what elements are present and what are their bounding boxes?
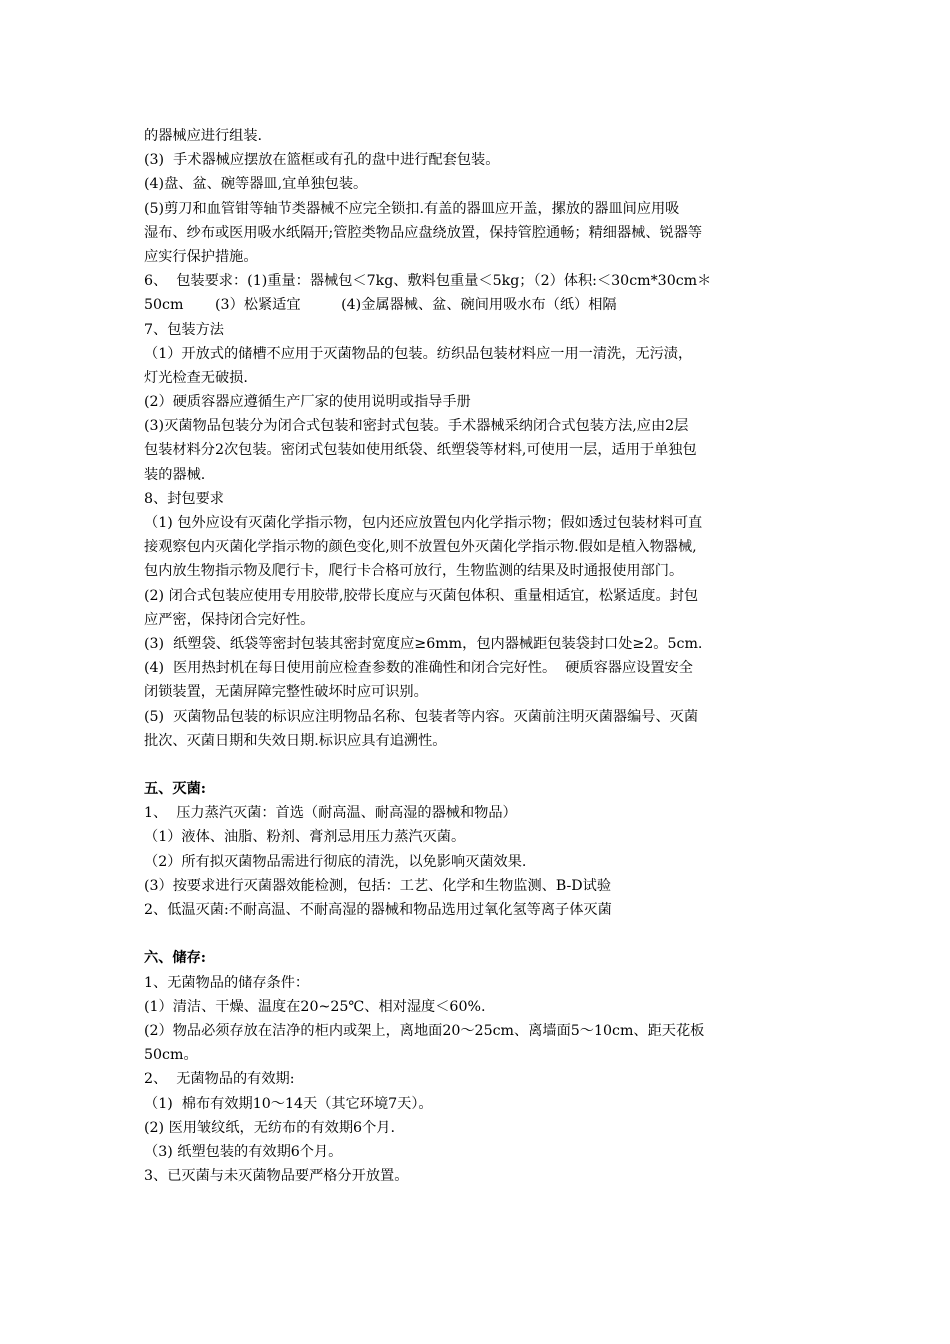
- text-line: 湿布、纱布或医用吸水纸隔开;管腔类物品应盘绕放置，保持管腔通畅；精细器械、锐器等: [144, 224, 703, 241]
- text-line: （2）所有拟灭菌物品需进行彻底的清洗，以免影响灭菌效果.: [144, 853, 527, 870]
- text-line: 接观察包内灭菌化学指示物的颜色变化,则不放置包外灭菌化学指示物.假如是植入物器械,: [144, 539, 697, 556]
- text-line: （1）开放式的储槽不应用于灭菌物品的包装。纺织品包装材料应一用一清洗，无污渍，: [144, 345, 693, 362]
- text-line: （1) 包外应设有灭菌化学指示物，包内还应放置包内化学指示物；假如透过包装材料可直: [144, 515, 703, 531]
- text-line: (4)盘、盆、碗等器皿,宜单独包装。: [144, 176, 368, 193]
- text-line: 包装材料分2次包装。密闭式包装如使用纸袋、纸塑袋等材料,可使用一层，适用于单独包: [144, 442, 697, 459]
- blank-line: [144, 922, 812, 946]
- text-line: 2、 无菌物品的有效期:: [144, 1071, 295, 1088]
- text-line: (3) 纸塑袋、纸袋等密封包装其密封宽度应≥6mm，包内器械距包装袋封口处≥2。5cm.: [144, 635, 703, 652]
- text-line: 应实行保护措施。: [144, 248, 258, 265]
- text-line: (3）按要求进行灭菌器效能检测，包括：工艺、化学和生物监测、B-D试验: [144, 877, 612, 894]
- text-line: 包内放生物指示物及爬行卡，爬行卡合格可放行，生物监测的结果及时通报使用部门。: [144, 563, 684, 580]
- text-line: 应严密，保持闭合完好性。: [144, 611, 315, 628]
- text-line: 灯光检查无破损.: [144, 369, 248, 386]
- document-body: [144, 124, 812, 1188]
- text-line: 1、无菌物品的储存条件：: [144, 974, 310, 991]
- text-line: 的器械应进行组装.: [144, 128, 263, 144]
- text-line: (3) 手术器械应摆放在篮框或有孔的盘中进行配套包装。: [144, 152, 500, 169]
- text-line: 1、 压力蒸汽灭菌：首选（耐高温、耐高湿的器械和物品）: [144, 805, 517, 822]
- text-line: (2) 闭合式包装应使用专用胶带,胶带长度应与灭菌包体积、重量相适宜，松紧适度。封包: [144, 587, 699, 604]
- text-line: （1) 棉布有效期10～14天（其它环境7天）。: [144, 1095, 433, 1112]
- text-line: 50cm (3）松紧适宜 (4)金属器械、盆、碗间用吸水布（纸）相隔: [144, 297, 617, 314]
- text-line: （3) 纸塑包装的有效期6个月。: [144, 1143, 343, 1160]
- text-line: (2）物品必须存放在洁净的柜内或架上，离地面20～25cm、离墙面5～10cm、距天花板: [144, 1022, 705, 1039]
- text-line: (2）硬质容器应遵循生产厂家的使用说明或指导手册: [144, 394, 471, 411]
- text-line: 8、封包要求: [144, 490, 224, 507]
- text-line: 2、低温灭菌:不耐高温、不耐高湿的器械和物品选用过氧化氢等离子体灭菌: [144, 902, 612, 918]
- text-line: (5)剪刀和血管钳等轴节类器械不应完全锁扣.有盖的器皿应开盖，摞放的器皿间应用吸: [144, 200, 680, 217]
- text-line: （1）液体、油脂、粉剂、膏剂忌用压力蒸汽灭菌。: [144, 829, 466, 846]
- text-line: (1）清洁、干燥、温度在20~25℃、相对湿度＜60%.: [144, 998, 486, 1015]
- section-heading: 六、储存:: [144, 950, 206, 967]
- text-line: (3)灭菌物品包装分为闭合式包装和密封式包装。手术器械采纳闭合式包装方法,应由2层: [144, 418, 689, 435]
- text-line: 3、已灭菌与未灭菌物品要严格分开放置。: [144, 1168, 409, 1185]
- text-line: (2) 医用皱纹纸，无纺布的有效期6个月.: [144, 1119, 395, 1136]
- text-line: (4) 医用热封机在每日使用前应检查参数的准确性和闭合完好性。 硬质容器应设置安全: [144, 660, 693, 677]
- text-line: 7、包装方法: [144, 321, 224, 338]
- text-line: 50cm。: [144, 1047, 198, 1064]
- text-line: 批次、灭菌日期和失效日期.标识应具有追溯性。: [144, 732, 447, 749]
- text-line: 6、 包装要求：(1)重量：器械包＜7kg、敷料包重量＜5kg；（2）体积:＜30cm*30cm＊: [144, 273, 712, 290]
- text-line: 闭锁装置，无菌屏障完整性破坏时应可识别。: [144, 684, 428, 701]
- text-line: 装的器械.: [144, 466, 206, 483]
- section-heading: 五、灭菌:: [144, 781, 206, 798]
- blank-line: [144, 753, 812, 777]
- text-line: (5) 灭菌物品包装的标识应注明物品名称、包装者等内容。灭菌前注明灭菌器编号、灭菌: [144, 708, 699, 725]
